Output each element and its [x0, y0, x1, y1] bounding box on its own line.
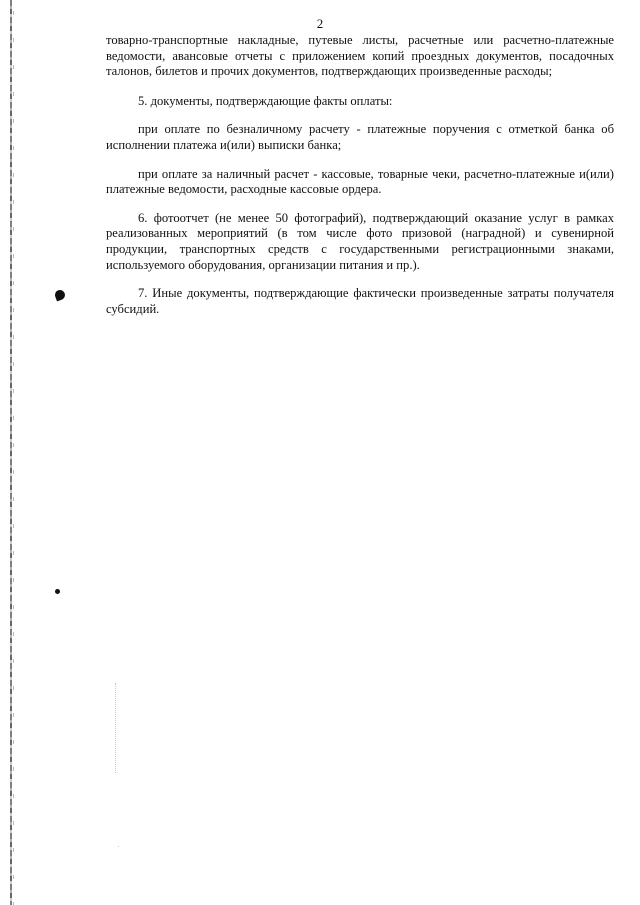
scan-artifact-speck: [118, 846, 119, 847]
binding-edge: [10, 0, 12, 905]
punch-hole-mark-bottom: [55, 589, 60, 594]
scan-artifact-dotted-line: [115, 683, 116, 773]
paragraph-item-7: 7. Иные документы, подтверждающие фактически произведенные затраты получателя субсидий.: [106, 286, 614, 316]
binding-edge-shadow: [13, 0, 14, 905]
paragraph-continuation: товарно-транспортные накладные, путевые листы, расчетные или расчетно-платежные ведомости, авансовые отчеты с приложением копий проездных документов, посадочных талонов, билетов и прочих документов, подтверждающих произведенные расходы;: [106, 33, 614, 79]
punch-hole-mark-top: [54, 289, 67, 302]
paragraph-item-5: 5. документы, подтверждающие факты оплаты:: [138, 93, 393, 108]
paragraph-cash-payment: при оплате за наличный расчет - кассовые, товарные чеки, расчетно-платежные и(или) платежные ведомости, расходные кассовые ордера.: [106, 166, 614, 197]
paragraph-cashless-payment: при оплате по безналичному расчету - платежные поручения с отметкой банка об исполнении платежа и(или) выписки банка;: [106, 122, 614, 152]
paragraph-item-6: 6. фотоотчет (не менее 50 фотографий), подтверждающий оказание услуг в рамках реализованных мероприятий (в том числе фото призовой (наградной) и сувенирной продукции, транспортных средств с государственными регистрационными знаками, используемого оборудования, организации питания и пр.).: [106, 210, 614, 272]
document-body: [106, 33, 614, 330]
page-number: 2: [316, 16, 324, 31]
